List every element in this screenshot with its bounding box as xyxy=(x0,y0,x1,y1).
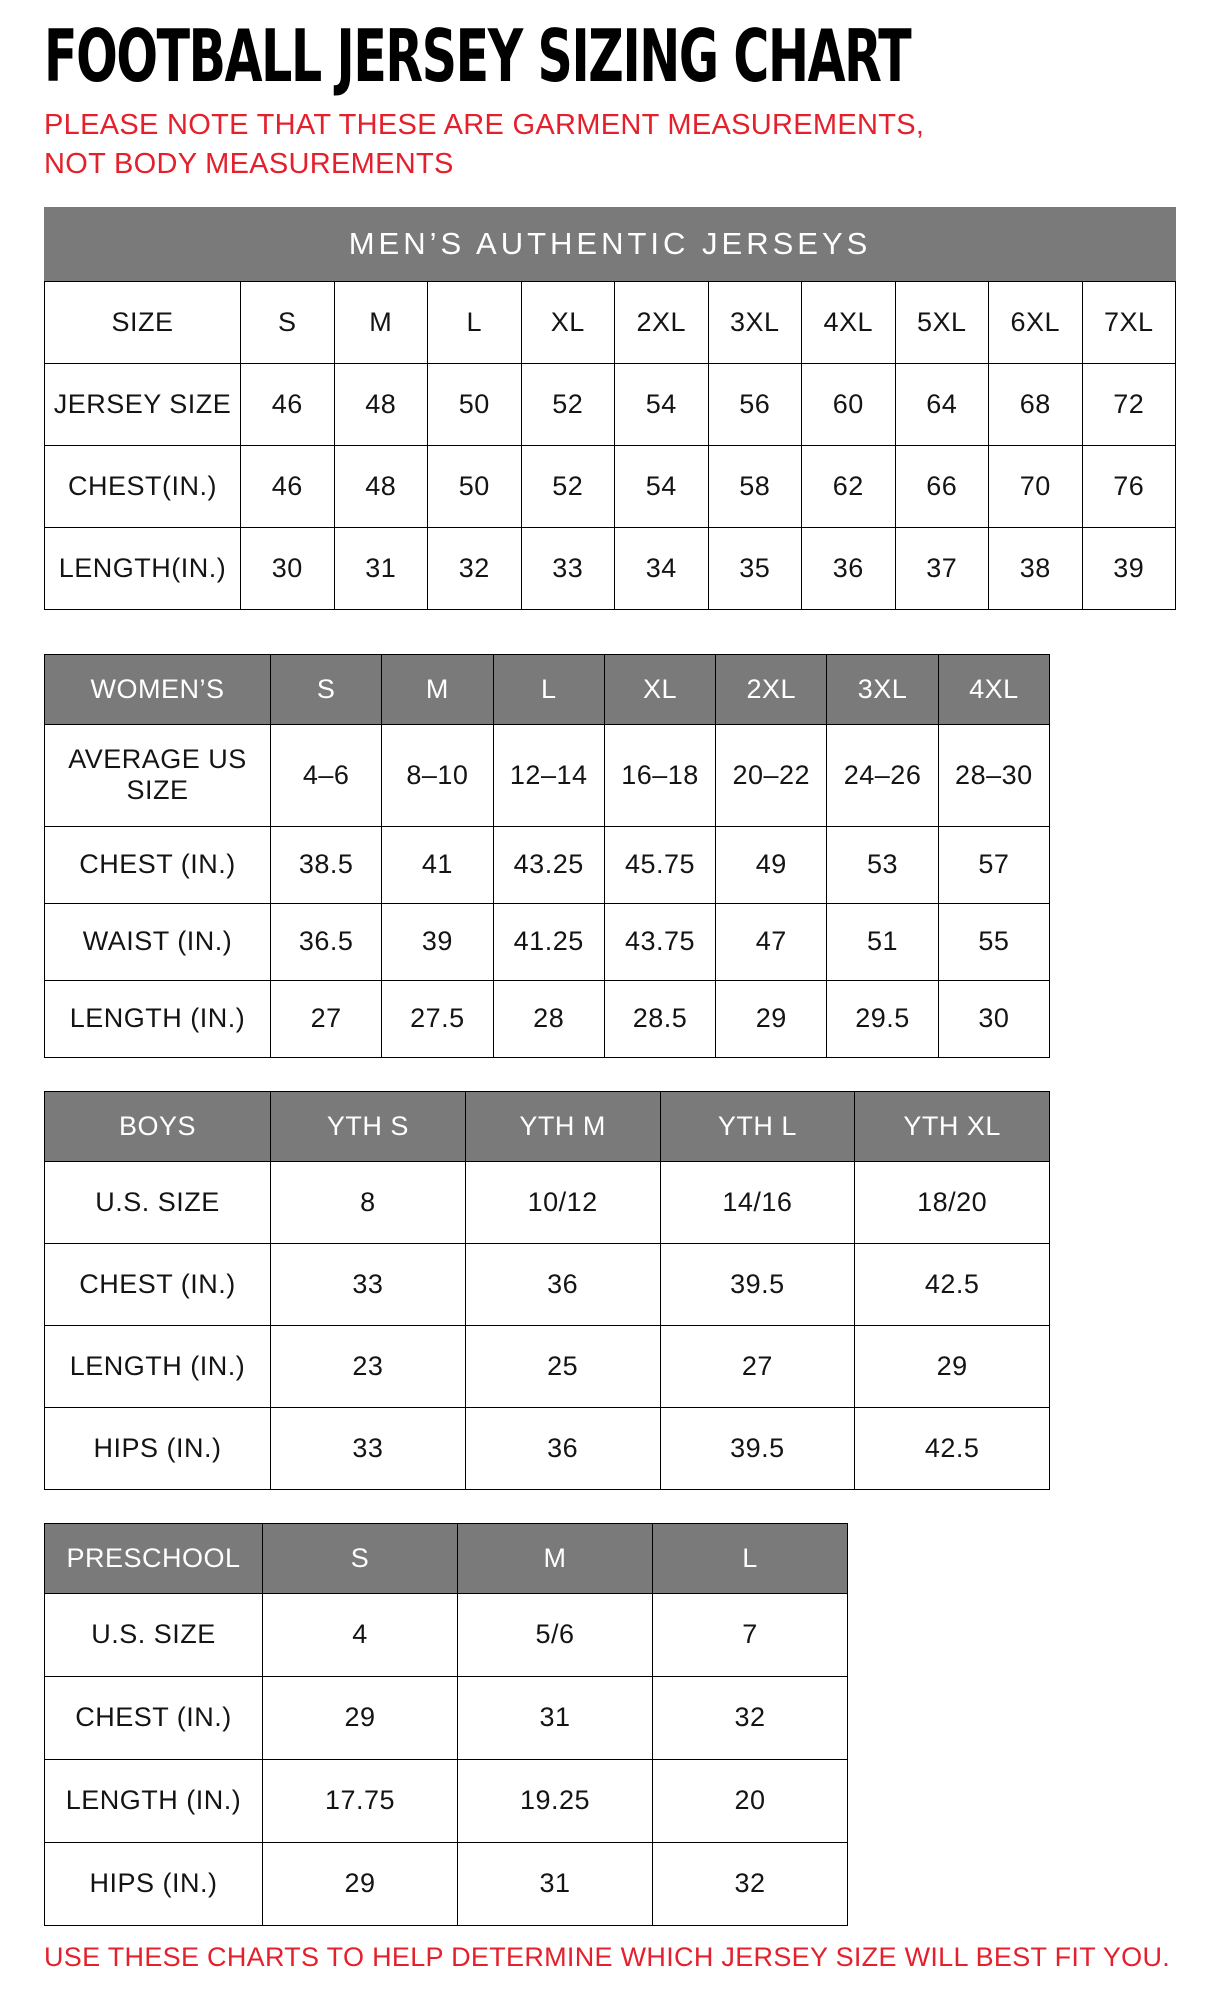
value-cell: 32 xyxy=(428,527,522,609)
table-title-cell: BOYS xyxy=(45,1091,271,1161)
size-column-header: L xyxy=(493,654,604,724)
preschool-sizing-table xyxy=(44,1523,848,1926)
value-cell: 54 xyxy=(615,363,709,445)
value-cell: 29 xyxy=(263,1676,458,1759)
measurement-row xyxy=(45,903,1050,980)
row-label: CHEST (IN.) xyxy=(45,1676,263,1759)
size-column-header: M xyxy=(458,1523,653,1593)
value-cell: 30 xyxy=(938,980,1049,1057)
value-cell: 8 xyxy=(271,1161,466,1243)
value-cell: M xyxy=(334,281,428,363)
value-cell: 30 xyxy=(241,527,335,609)
value-cell: 68 xyxy=(989,363,1083,445)
value-cell: 39 xyxy=(382,903,493,980)
value-cell: 20 xyxy=(653,1759,848,1842)
value-cell: 33 xyxy=(271,1243,466,1325)
measurement-row xyxy=(45,724,1050,826)
value-cell: 32 xyxy=(653,1676,848,1759)
value-cell: 25 xyxy=(465,1325,660,1407)
value-cell: 27 xyxy=(271,980,382,1057)
value-cell: 39.5 xyxy=(660,1243,855,1325)
measurement-row xyxy=(45,445,1176,527)
mens-sizing-table xyxy=(44,281,1176,610)
size-header-row xyxy=(45,654,1050,724)
size-header-row xyxy=(45,1091,1050,1161)
value-cell: 48 xyxy=(334,445,428,527)
value-cell: 43.75 xyxy=(604,903,715,980)
value-cell: 76 xyxy=(1082,445,1176,527)
value-cell: 24–26 xyxy=(827,724,938,826)
value-cell: 48 xyxy=(334,363,428,445)
value-cell: 52 xyxy=(521,363,615,445)
row-label: HIPS (IN.) xyxy=(45,1407,271,1489)
size-column-header: S xyxy=(271,654,382,724)
row-label: LENGTH (IN.) xyxy=(45,980,271,1057)
value-cell: 27.5 xyxy=(382,980,493,1057)
size-column-header: XL xyxy=(604,654,715,724)
size-column-header: M xyxy=(382,654,493,724)
value-cell: 54 xyxy=(615,445,709,527)
row-label: AVERAGE US SIZE xyxy=(45,724,271,826)
measurement-row xyxy=(45,527,1176,609)
value-cell: 33 xyxy=(521,527,615,609)
value-cell: 37 xyxy=(895,527,989,609)
row-label: JERSEY SIZE xyxy=(45,363,241,445)
boys-sizing-table xyxy=(44,1091,1050,1490)
value-cell: 5XL xyxy=(895,281,989,363)
value-cell: 6XL xyxy=(989,281,1083,363)
value-cell: 64 xyxy=(895,363,989,445)
value-cell: 35 xyxy=(708,527,802,609)
row-label: CHEST (IN.) xyxy=(45,826,271,903)
preschool-section xyxy=(44,1523,1176,1926)
boys-section xyxy=(44,1091,1176,1490)
value-cell: 7 xyxy=(653,1593,848,1676)
value-cell: 62 xyxy=(802,445,896,527)
value-cell: 32 xyxy=(653,1842,848,1925)
value-cell: 4 xyxy=(263,1593,458,1676)
value-cell: 42.5 xyxy=(855,1243,1050,1325)
value-cell: 60 xyxy=(802,363,896,445)
measurement-row xyxy=(45,1325,1050,1407)
value-cell: 39.5 xyxy=(660,1407,855,1489)
value-cell: 66 xyxy=(895,445,989,527)
measurement-row xyxy=(45,1161,1050,1243)
measurement-row xyxy=(45,281,1176,363)
value-cell: L xyxy=(428,281,522,363)
value-cell: 29 xyxy=(855,1325,1050,1407)
value-cell: 31 xyxy=(334,527,428,609)
row-label: CHEST (IN.) xyxy=(45,1243,271,1325)
page-title-text: FOOTBALL JERSEY SIZING CHART xyxy=(44,14,911,98)
value-cell: 45.75 xyxy=(604,826,715,903)
value-cell: 41.25 xyxy=(493,903,604,980)
garment-measurements-note: PLEASE NOTE THAT THESE ARE GARMENT MEASUREMENTS, NOT BODY MEASUREMENTS xyxy=(44,109,925,180)
size-column-header: 3XL xyxy=(827,654,938,724)
table-title-cell: PRESCHOOL xyxy=(45,1523,263,1593)
value-cell: 33 xyxy=(271,1407,466,1489)
value-cell: 2XL xyxy=(615,281,709,363)
value-cell: 51 xyxy=(827,903,938,980)
value-cell: 36 xyxy=(465,1407,660,1489)
value-cell: 29 xyxy=(716,980,827,1057)
value-cell: 31 xyxy=(458,1676,653,1759)
row-label: CHEST(IN.) xyxy=(45,445,241,527)
value-cell: 36 xyxy=(802,527,896,609)
value-cell: 36.5 xyxy=(271,903,382,980)
value-cell: 4XL xyxy=(802,281,896,363)
value-cell: 46 xyxy=(241,445,335,527)
measurement-row xyxy=(45,1759,848,1842)
value-cell: S xyxy=(241,281,335,363)
row-label: SIZE xyxy=(45,281,241,363)
value-cell: 3XL xyxy=(708,281,802,363)
row-label: LENGTH (IN.) xyxy=(45,1325,271,1407)
measurement-row xyxy=(45,1842,848,1925)
measurement-row xyxy=(45,1407,1050,1489)
value-cell: 16–18 xyxy=(604,724,715,826)
mens-authentic-jerseys-section xyxy=(44,207,1176,610)
value-cell: 31 xyxy=(458,1842,653,1925)
value-cell: 55 xyxy=(938,903,1049,980)
row-label: WAIST (IN.) xyxy=(45,903,271,980)
measurement-row xyxy=(45,826,1050,903)
value-cell: 28.5 xyxy=(604,980,715,1057)
measurement-row xyxy=(45,980,1050,1057)
value-cell: 38.5 xyxy=(271,826,382,903)
value-cell: 38 xyxy=(989,527,1083,609)
mens-table-banner: MEN’S AUTHENTIC JERSEYS xyxy=(44,207,1176,281)
value-cell: 19.25 xyxy=(458,1759,653,1842)
value-cell: 7XL xyxy=(1082,281,1176,363)
value-cell: 52 xyxy=(521,445,615,527)
value-cell: 29.5 xyxy=(827,980,938,1057)
size-column-header: L xyxy=(653,1523,848,1593)
value-cell: 34 xyxy=(615,527,709,609)
value-cell: 28–30 xyxy=(938,724,1049,826)
size-column-header: YTH XL xyxy=(855,1091,1050,1161)
value-cell: 4–6 xyxy=(271,724,382,826)
row-label: U.S. SIZE xyxy=(45,1593,263,1676)
size-column-header: YTH S xyxy=(271,1091,466,1161)
page-title xyxy=(44,14,1176,98)
row-label: LENGTH (IN.) xyxy=(45,1759,263,1842)
value-cell: 36 xyxy=(465,1243,660,1325)
value-cell: 20–22 xyxy=(716,724,827,826)
value-cell: 17.75 xyxy=(263,1759,458,1842)
value-cell: 70 xyxy=(989,445,1083,527)
measurement-row xyxy=(45,1593,848,1676)
size-column-header: YTH M xyxy=(465,1091,660,1161)
value-cell: 27 xyxy=(660,1325,855,1407)
measurement-row xyxy=(45,1676,848,1759)
size-column-header: 4XL xyxy=(938,654,1049,724)
value-cell: 50 xyxy=(428,363,522,445)
measurement-row xyxy=(45,363,1176,445)
value-cell: 49 xyxy=(716,826,827,903)
row-label: U.S. SIZE xyxy=(45,1161,271,1243)
value-cell: 43.25 xyxy=(493,826,604,903)
size-header-row xyxy=(45,1523,848,1593)
size-column-header: 2XL xyxy=(716,654,827,724)
size-column-header: S xyxy=(263,1523,458,1593)
row-label: LENGTH(IN.) xyxy=(45,527,241,609)
row-label: HIPS (IN.) xyxy=(45,1842,263,1925)
value-cell: 23 xyxy=(271,1325,466,1407)
value-cell: 41 xyxy=(382,826,493,903)
womens-section xyxy=(44,654,1176,1058)
footer-note: USE THESE CHARTS TO HELP DETERMINE WHICH JERSEY SIZE WILL BEST FIT YOU. xyxy=(44,1941,1171,1972)
value-cell: 50 xyxy=(428,445,522,527)
value-cell: 46 xyxy=(241,363,335,445)
measurement-row xyxy=(45,1243,1050,1325)
value-cell: 47 xyxy=(716,903,827,980)
womens-sizing-table xyxy=(44,654,1050,1058)
value-cell: 57 xyxy=(938,826,1049,903)
value-cell: 72 xyxy=(1082,363,1176,445)
value-cell: 28 xyxy=(493,980,604,1057)
value-cell: 14/16 xyxy=(660,1161,855,1243)
value-cell: 12–14 xyxy=(493,724,604,826)
table-title-cell: WOMEN’S xyxy=(45,654,271,724)
value-cell: 53 xyxy=(827,826,938,903)
value-cell: 39 xyxy=(1082,527,1176,609)
value-cell: 42.5 xyxy=(855,1407,1050,1489)
value-cell: 56 xyxy=(708,363,802,445)
size-column-header: YTH L xyxy=(660,1091,855,1161)
value-cell: 18/20 xyxy=(855,1161,1050,1243)
value-cell: 8–10 xyxy=(382,724,493,826)
value-cell: 29 xyxy=(263,1842,458,1925)
value-cell: XL xyxy=(521,281,615,363)
value-cell: 58 xyxy=(708,445,802,527)
value-cell: 10/12 xyxy=(465,1161,660,1243)
value-cell: 5/6 xyxy=(458,1593,653,1676)
